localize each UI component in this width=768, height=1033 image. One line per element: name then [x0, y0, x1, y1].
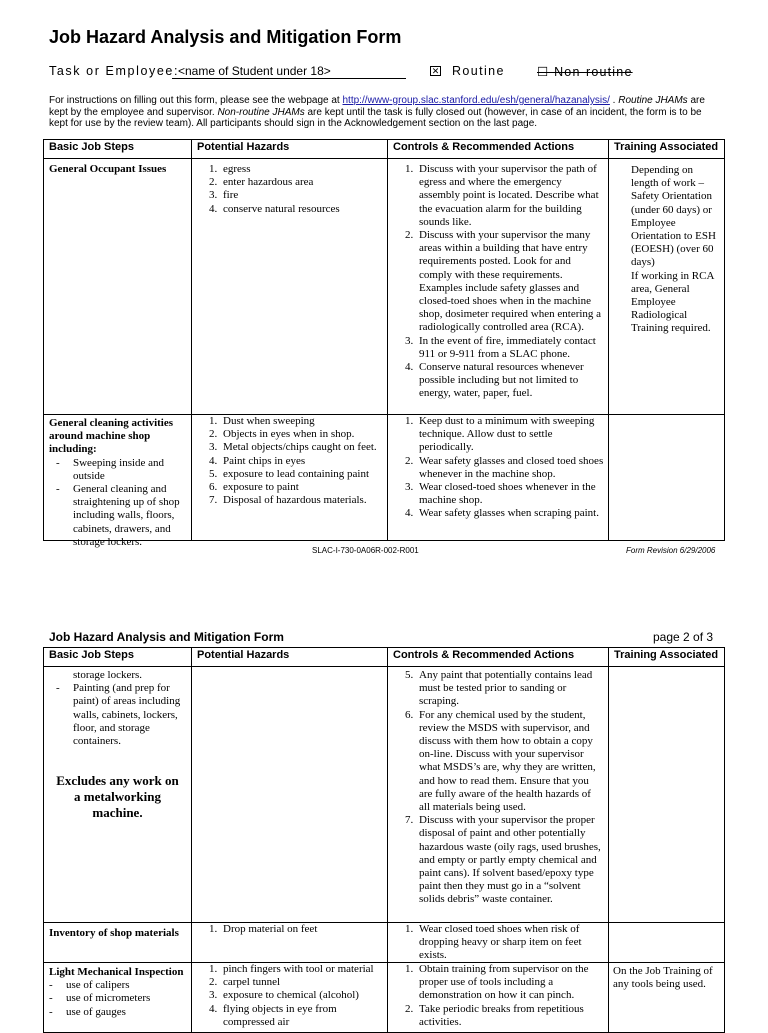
nonroutine-jhams-text: Non-routine JHAMs — [217, 106, 305, 118]
col-basic-job-steps: Basic Job Steps — [44, 648, 192, 667]
instructions-mid2: are kept by the employee and supervisor. — [49, 95, 705, 118]
list-item: 3. fire — [220, 189, 383, 202]
controls-cell — [388, 923, 609, 963]
page2-title: Job Hazard Analysis and Mitigation Form — [49, 630, 284, 644]
instructions-post: are kept until the task is fully closed out (however, in case of an incident, the form is to be kept for use by the review team). All participants should sign in the Acknowledgement section on the last page. — [49, 106, 702, 129]
routine-label: Routine — [452, 64, 505, 78]
training-cell — [609, 159, 725, 415]
col-training: Training Associated — [609, 648, 725, 667]
list-item: 3. exposure to chemical (alcohol) — [220, 989, 383, 1002]
instructions-text — [49, 95, 721, 130]
list-item: 4. Paint chips in eyes — [220, 455, 383, 468]
col-potential-hazards: Potential Hazards — [192, 140, 388, 159]
task-label: Task or Employee: — [49, 64, 180, 78]
list-item: 6. exposure to paint — [220, 481, 383, 494]
hazards-cell — [192, 963, 388, 1033]
controls-list — [388, 415, 608, 521]
instructions-pre: For instructions on filling out this form, please see the webpage at — [49, 95, 343, 106]
list-item: 1. Discuss with your supervisor the path of egress and where the emergency assembly point is located. Describe what the evacuation alarm for the building sounds like. — [416, 163, 604, 229]
instructions-mid: . — [609, 95, 619, 106]
list-item: 1. Drop material on feet — [220, 923, 383, 936]
job-step-title: General cleaning activities around machine shop including: — [49, 417, 174, 456]
list-item: 2. Discuss with your supervisor the many areas within a building that have entry requirements posted. Look for and comply with these requirements. Examples include safety glasses and closed-toed shoes when in the machine shop, dosimeter required when entering a radiologically controlled area (RCA). — [416, 229, 604, 335]
table-row — [44, 923, 725, 963]
col-training: Training Associated — [609, 140, 725, 159]
job-step-title: Inventory of shop materials — [49, 927, 179, 939]
list-item: 1. Obtain training from supervisor on the proper use of tools including a demonstration on how it can pinch. — [416, 963, 604, 1003]
training-cell — [609, 923, 725, 963]
job-step-title: Light Mechanical Inspection — [49, 966, 184, 978]
list-item: 4. Wear safety glasses when scraping paint. — [416, 507, 604, 520]
controls-cell — [388, 415, 609, 541]
hazards-list — [192, 923, 387, 936]
list-item: 3. Metal objects/chips caught on feet. — [220, 441, 383, 454]
hazard-table-page1 — [43, 139, 725, 548]
job-step-cell — [44, 963, 192, 1033]
col-controls-actions: Controls & Recommended Actions — [388, 648, 609, 667]
controls-list — [388, 923, 608, 963]
table-header-row — [44, 648, 725, 667]
list-item: 3. In the event of fire, immediately contact 911 or 9-911 from a SLAC phone. — [416, 335, 604, 361]
list-item: 4. Conserve natural resources whenever possible including but not limited to energy, water, paper, fuel. — [416, 361, 604, 401]
list-item: 2. carpel tunnel — [220, 976, 383, 989]
list-item: - use of calipers — [49, 979, 187, 992]
list-item: - use of micrometers — [49, 992, 187, 1005]
list-item: 6. For any chemical used by the student, review the MSDS with supervisor, and discuss with them how to obtain a copy on-line. Discuss with your supervisor what MSDS’s are, why they are written, and how to read them. Ensure that you are fully aware of the health hazards of all materials being used. — [416, 709, 604, 815]
hazard-table-page2 — [43, 647, 725, 1033]
table-row — [44, 159, 725, 415]
hazards-list — [192, 163, 387, 216]
excludes-note: Excludes any work on a metalworking machine. — [56, 773, 179, 821]
col-potential-hazards: Potential Hazards — [192, 648, 388, 667]
list-item: - Painting (and prep for paint) of areas including walls, cabinets, lockers, floor, and storage containers. — [56, 682, 187, 748]
job-step-title: General Occupant Issues — [49, 163, 167, 175]
col-basic-job-steps: Basic Job Steps — [44, 140, 192, 159]
hazards-cell — [192, 415, 388, 541]
job-step-cell — [44, 415, 192, 548]
task-employee-field[interactable]: <name of Student under 18> — [172, 64, 406, 79]
training-cell — [609, 667, 725, 923]
job-step-list — [44, 457, 191, 549]
list-item: 2. Take periodic breaks from repetitious activities. — [416, 1003, 604, 1029]
table-row — [44, 667, 725, 923]
col-controls-actions: Controls & Recommended Actions — [388, 140, 609, 159]
list-item: - General cleaning and straightening up of shop including walls, floors, cabinets, drawers, and storage lockers. — [56, 483, 187, 549]
hazards-cell — [192, 667, 388, 923]
list-item: - Sweeping inside and outside — [56, 457, 187, 483]
table-header-row — [44, 140, 725, 159]
checked-x-icon: ✕ — [431, 66, 440, 76]
list-item: 5. exposure to lead containing paint — [220, 468, 383, 481]
controls-cell — [388, 963, 609, 1033]
list-item: 2. enter hazardous area — [220, 176, 383, 189]
list-item: 4. flying objects in eye from compressed air — [220, 1003, 383, 1029]
controls-list — [388, 669, 608, 907]
routine-checkbox[interactable] — [430, 66, 441, 76]
training-cell — [609, 415, 725, 541]
list-item: 7. Disposal of hazardous materials. — [220, 494, 383, 507]
list-item: 1. Wear closed toed shoes when risk of dropping heavy or sharp item on feet exists. — [416, 923, 604, 963]
document-id: SLAC-I-730-0A06R-002-R001 — [312, 546, 419, 555]
hazards-list — [192, 415, 387, 507]
form-revision: Form Revision 6/29/2006 — [626, 546, 716, 555]
job-step-list — [44, 979, 191, 1019]
table-row — [44, 963, 725, 1033]
training-text: Depending on length of work – Safety Orientation (under 60 days) or Employee Orientation to ESH (EOESH) (over 60 days) — [631, 164, 716, 269]
training-text: If working in RCA area, General Employee Radiological Training required. — [631, 269, 714, 335]
list-item: 2. Wear safety glasses and closed toed shoes whenever in the machine shop. — [416, 455, 604, 481]
controls-list — [388, 163, 608, 401]
list-item: - use of gauges — [49, 1006, 187, 1019]
page-number: page 2 of 3 — [653, 630, 714, 644]
job-step-cell — [44, 159, 192, 415]
nonroutine-option[interactable]: ☐ Non-routine — [537, 65, 633, 79]
list-item: 7. Discuss with your supervisor the proper disposal of paint and other potentially hazardous waste (oily rags, used brushes, and empty or partly empty chemical and paint cans). If solvent based/epoxy type paint then they must go in a “solvent solids debris” waste container. — [416, 814, 604, 906]
job-step-continued: storage lockers. — [73, 669, 143, 681]
hazards-cell — [192, 923, 388, 963]
form-title: Job Hazard Analysis and Mitigation Form — [49, 27, 402, 47]
job-step-cell — [44, 667, 192, 923]
training-text: On the Job Training of any tools being used. — [613, 965, 713, 991]
job-step-list — [44, 682, 191, 748]
list-item: 1. pinch fingers with tool or material — [220, 963, 383, 976]
list-item: 2. Objects in eyes when in shop. — [220, 428, 383, 441]
hazards-list — [192, 963, 387, 1029]
hazanalysis-link[interactable]: http://www-group.slac.stanford.edu/esh/general/hazanalysis/ — [342, 95, 610, 106]
list-item: 1. egress — [220, 163, 383, 176]
controls-list — [388, 963, 608, 1029]
routine-jhams-text: Routine JHAMs — [618, 95, 688, 106]
list-item: 4. conserve natural resources — [220, 203, 383, 216]
list-item: 3. Wear closed-toed shoes whenever in the machine shop. — [416, 481, 604, 507]
training-cell — [609, 963, 725, 1033]
hazards-cell — [192, 159, 388, 415]
list-item: 1. Dust when sweeping — [220, 415, 383, 428]
controls-cell — [388, 667, 609, 923]
list-item: 5. Any paint that potentially contains lead must be tested prior to sanding or scraping. — [416, 669, 604, 709]
job-step-cell — [44, 923, 192, 963]
controls-cell — [388, 159, 609, 415]
table-row — [44, 415, 725, 541]
list-item: 1. Keep dust to a minimum with sweeping technique. Allow dust to settle periodically. — [416, 415, 604, 455]
